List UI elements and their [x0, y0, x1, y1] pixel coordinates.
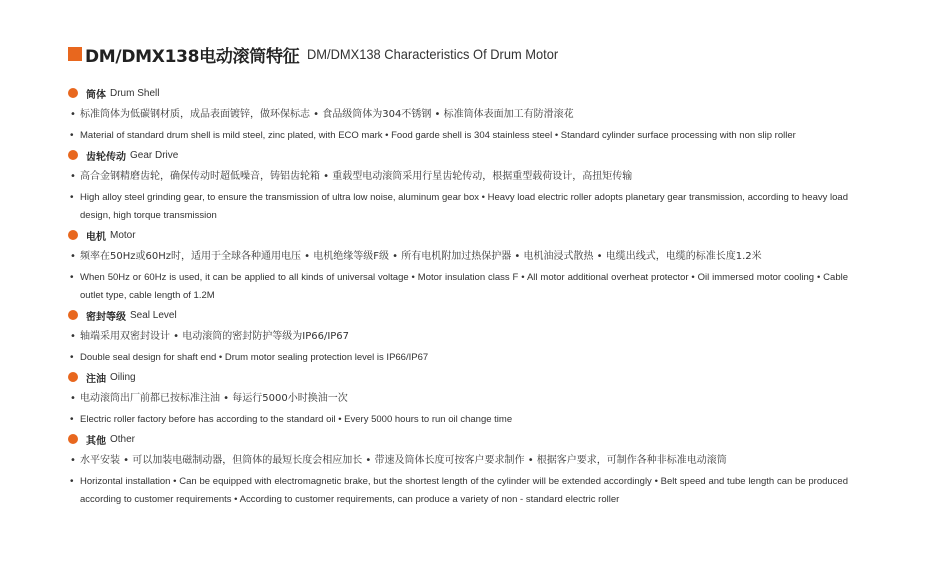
section-text-en: • Double seal design for shaft end • Drum motor sealing protection level is IP66/IP67	[70, 352, 429, 363]
section-header	[68, 86, 848, 100]
section-text-en: • Material of standard drum shell is mild steel, zinc plated, with ECO mark • Food garde shell is 304 stainless steel • Standard cylinder surface processing with non slip roller	[70, 130, 796, 141]
section-header	[68, 228, 848, 242]
section-text-cn: • 轴端采用双密封设计 • 电动滚筒的密封防护等级为IP66/IP67	[70, 331, 350, 342]
section-text-en: • When 50Hz or 60Hz is used, it can be applied to all kinds of universal voltage • Motor insulation class F • All motor additional overheat protector • Oil immersed motor cooling • Cable outlet type, cable length of 1.2M	[70, 272, 848, 301]
section-oiling	[68, 370, 848, 432]
section-title-cn: 筒体	[86, 89, 106, 101]
bullet-dot-icon	[68, 434, 78, 444]
bullet-dot-icon	[68, 372, 78, 382]
section-text-en: • Electric roller factory before has according to the standard oil • Every 5000 hours to run oil change time	[70, 414, 513, 425]
section-header	[68, 308, 848, 322]
bullet-dot-icon	[68, 88, 78, 98]
bullet-dot-icon	[68, 310, 78, 320]
section-text-cn: • 高合金钢精磨齿轮，确保传动时超低噪音，铸铝齿轮箱 • 重载型电动滚筒采用行星齿轮传动，根据重型载荷设计，高扭矩传输	[70, 171, 633, 182]
section-title-cn: 注油	[86, 373, 106, 385]
section-text-cn: • 电动滚筒出厂前都已按标准注油 • 每运行5000小时换油一次	[70, 393, 348, 404]
section-title-cn: 其他	[86, 435, 106, 447]
section-text-cn: • 频率在50Hz或60Hz时，适用于全球各种通用电压 • 电机绝缘等级F级 • 所有电机附加过热保护器 • 电机油浸式散热 • 电缆出线式，电缆的标准长度1.2米	[70, 251, 762, 262]
section-title-cn: 齿轮传动	[86, 151, 126, 163]
section-header	[68, 148, 848, 162]
section-other	[68, 432, 848, 509]
section-drum-shell	[68, 86, 848, 148]
title-square-icon	[68, 47, 82, 61]
section-header	[68, 432, 848, 446]
section-motor	[68, 228, 848, 308]
section-title-en: Other	[110, 433, 136, 445]
section-title-en: Drum Shell	[110, 87, 160, 99]
section-title-en: Seal Level	[130, 309, 177, 321]
section-header	[68, 370, 848, 384]
section-text-cn: • 水平安装 • 可以加装电磁制动器，但筒体的最短长度会相应加长 • 带速及筒体长度可按客户要求制作 • 根据客户要求，可制作各种非标准电动滚筒	[70, 455, 727, 466]
bullet-dot-icon	[68, 150, 78, 160]
section-text-en: • Horizontal installation • Can be equipped with electromagnetic brake, but the shortest length of the cylinder will be extended accordingly • Belt speed and tube length can be produced according to customer requirements • According to customer requirements, can produce a variety of non - standard electric roller	[70, 476, 848, 505]
section-title-en: Oiling	[110, 371, 136, 383]
title-english: DM/DMX138 Characteristics Of Drum Motor	[307, 46, 559, 62]
section-gear-drive	[68, 148, 848, 228]
section-text-cn: • 标准筒体为低碳钢材质，成品表面镀锌，做环保标志 • 食品级筒体为304不锈钢 • 标准筒体表面加工有防滑滚花	[70, 109, 574, 120]
section-title-cn: 电机	[86, 231, 106, 243]
page-title	[68, 43, 580, 65]
section-title-en: Motor	[110, 229, 136, 241]
feature-sections	[68, 86, 848, 509]
bullet-dot-icon	[68, 230, 78, 240]
section-text-en: • High alloy steel grinding gear, to ensure the transmission of ultra low noise, aluminum gear box • Heavy load electric roller adopts planetary gear transmission, according to heavy load design, high torque transmission	[70, 192, 848, 221]
title-chinese: DM/DMX138电动滚筒特征	[85, 46, 300, 67]
section-seal-level	[68, 308, 848, 370]
section-title-cn: 密封等级	[86, 311, 126, 323]
section-title-en: Gear Drive	[130, 149, 179, 161]
